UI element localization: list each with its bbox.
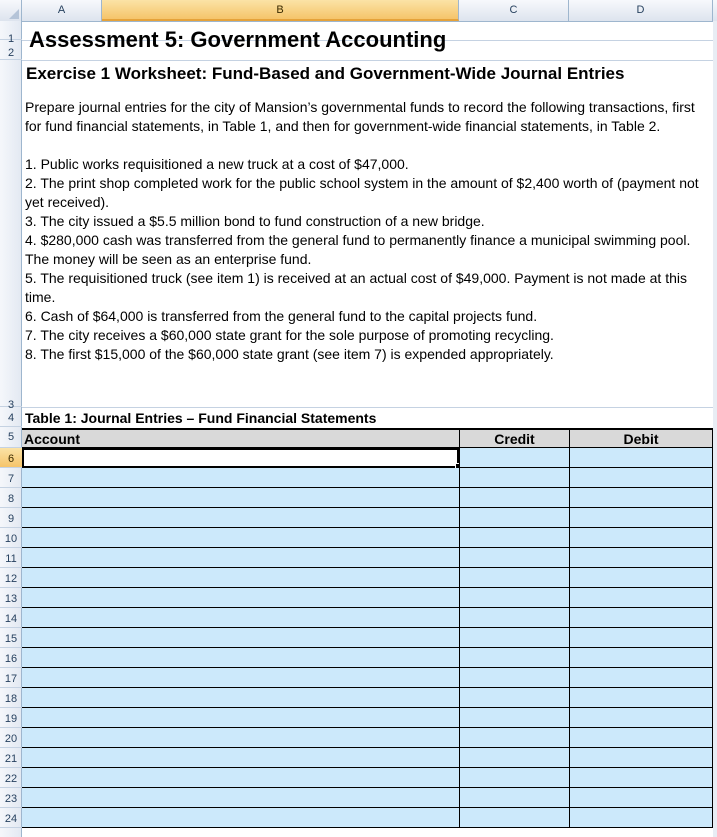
row-header-1[interactable]: 1 bbox=[0, 21, 22, 40]
credit-header[interactable]: Credit bbox=[459, 430, 569, 448]
credit-cell[interactable] bbox=[459, 808, 569, 828]
account-cell[interactable] bbox=[22, 608, 459, 628]
credit-cell[interactable] bbox=[459, 528, 569, 548]
debit-cell[interactable] bbox=[569, 628, 713, 648]
select-all-triangle-icon bbox=[9, 9, 19, 19]
credit-cell[interactable] bbox=[459, 508, 569, 528]
table-row bbox=[22, 688, 713, 708]
row-header-16[interactable]: 16 bbox=[0, 648, 22, 668]
account-cell[interactable] bbox=[22, 628, 459, 648]
active-cell[interactable] bbox=[22, 448, 459, 468]
debit-cell[interactable] bbox=[569, 808, 713, 828]
account-cell[interactable] bbox=[22, 808, 459, 828]
row-header-12[interactable]: 12 bbox=[0, 568, 22, 588]
debit-cell[interactable] bbox=[569, 708, 713, 728]
table-row bbox=[22, 808, 713, 828]
select-all-corner[interactable] bbox=[0, 0, 22, 21]
debit-cell[interactable] bbox=[569, 508, 713, 528]
debit-cell[interactable] bbox=[569, 748, 713, 768]
row-divider bbox=[22, 407, 717, 408]
column-header-b[interactable]: B bbox=[102, 0, 459, 21]
row-divider bbox=[22, 60, 717, 61]
table-row bbox=[22, 488, 713, 508]
transaction-item-7: 7. The city receives a $60,000 state grant for the sole purpose of promoting recycling. bbox=[25, 327, 554, 343]
row-header-2[interactable]: 2 bbox=[0, 40, 22, 60]
row-header-9[interactable]: 9 bbox=[0, 508, 22, 528]
credit-cell[interactable] bbox=[459, 448, 569, 468]
debit-cell[interactable] bbox=[569, 788, 713, 808]
debit-cell[interactable] bbox=[569, 528, 713, 548]
debit-cell[interactable] bbox=[569, 468, 713, 488]
account-cell[interactable] bbox=[22, 728, 459, 748]
account-cell[interactable] bbox=[22, 508, 459, 528]
column-header-c[interactable]: C bbox=[459, 0, 569, 21]
row-header-6[interactable]: 6 bbox=[0, 448, 22, 468]
table1-header-row bbox=[22, 428, 713, 448]
worksheet-title: Assessment 5: Government Accounting bbox=[29, 27, 447, 52]
credit-cell[interactable] bbox=[459, 588, 569, 608]
table-row bbox=[22, 448, 713, 468]
account-cell[interactable] bbox=[22, 768, 459, 788]
account-cell[interactable] bbox=[22, 708, 459, 728]
debit-cell[interactable] bbox=[569, 648, 713, 668]
column-header-a[interactable]: A bbox=[22, 0, 102, 21]
account-cell[interactable] bbox=[22, 668, 459, 688]
worksheet-subtitle: Exercise 1 Worksheet: Fund-Based and Government-Wide Journal Entries bbox=[26, 64, 625, 83]
row-header-18[interactable]: 18 bbox=[0, 688, 22, 708]
table-row bbox=[22, 788, 713, 808]
credit-cell[interactable] bbox=[459, 488, 569, 508]
transaction-item-8: 8. The first $15,000 of the $60,000 state grant (see item 7) is expended appropriately. bbox=[25, 346, 554, 362]
credit-cell[interactable] bbox=[459, 568, 569, 588]
row-header-23[interactable]: 23 bbox=[0, 788, 22, 808]
credit-cell[interactable] bbox=[459, 688, 569, 708]
row-header-bar bbox=[0, 21, 22, 837]
debit-cell[interactable] bbox=[569, 728, 713, 748]
account-cell[interactable] bbox=[22, 688, 459, 708]
account-cell[interactable] bbox=[22, 648, 459, 668]
credit-cell[interactable] bbox=[459, 648, 569, 668]
credit-cell[interactable] bbox=[459, 748, 569, 768]
debit-cell[interactable] bbox=[569, 488, 713, 508]
row-header-4[interactable]: 4 bbox=[0, 407, 22, 427]
credit-cell[interactable] bbox=[459, 668, 569, 688]
table-row bbox=[22, 568, 713, 588]
transaction-item-4: 4. $280,000 cash was transferred from the general fund to permanently finance a municipal swimming pool. The money will be seen as an enterprise fund. bbox=[25, 232, 691, 267]
debit-cell[interactable] bbox=[569, 548, 713, 568]
credit-cell[interactable] bbox=[459, 708, 569, 728]
transaction-item-2: 2. The print shop completed work for the public school system in the amount of $2,400 worth of (payment not yet received). bbox=[25, 175, 699, 210]
table-row bbox=[22, 768, 713, 788]
table1-title: Table 1: Journal Entries – Fund Financial Statements bbox=[25, 410, 377, 426]
debit-cell[interactable] bbox=[569, 608, 713, 628]
account-header[interactable]: Account bbox=[24, 431, 80, 447]
credit-cell[interactable] bbox=[459, 548, 569, 568]
instructions-intro: Prepare journal entries for the city of Mansion’s governmental funds to record the following transactions, first for fund financial statements, in Table 1, and then for government-wide financial statements, in Table 2. bbox=[25, 99, 695, 134]
account-cell[interactable] bbox=[22, 488, 459, 508]
credit-cell[interactable] bbox=[459, 788, 569, 808]
debit-header[interactable]: Debit bbox=[569, 430, 713, 448]
table-row bbox=[22, 708, 713, 728]
debit-cell[interactable] bbox=[569, 688, 713, 708]
credit-cell[interactable] bbox=[459, 628, 569, 648]
cell-grid bbox=[22, 21, 717, 837]
table-row bbox=[22, 668, 713, 688]
credit-cell[interactable] bbox=[459, 768, 569, 788]
debit-cell[interactable] bbox=[569, 448, 713, 468]
column-header-d[interactable]: D bbox=[569, 0, 713, 21]
instructions-cell[interactable] bbox=[25, 98, 710, 364]
debit-cell[interactable] bbox=[569, 568, 713, 588]
row-header-17[interactable]: 17 bbox=[0, 668, 22, 688]
table-row bbox=[22, 628, 713, 648]
credit-cell[interactable] bbox=[459, 468, 569, 488]
row-header-15[interactable]: 15 bbox=[0, 628, 22, 648]
table-row bbox=[22, 648, 713, 668]
row-header-13[interactable]: 13 bbox=[0, 588, 22, 608]
account-cell[interactable] bbox=[22, 548, 459, 568]
account-cell[interactable] bbox=[22, 528, 459, 548]
row-header-8[interactable]: 8 bbox=[0, 488, 22, 508]
table-row bbox=[22, 608, 713, 628]
column-header-bar bbox=[0, 0, 717, 22]
debit-cell[interactable] bbox=[569, 588, 713, 608]
account-cell[interactable] bbox=[22, 748, 459, 768]
row-header-10[interactable]: 10 bbox=[0, 528, 22, 548]
row-header-5[interactable]: 5 bbox=[0, 427, 22, 448]
row-header-20[interactable]: 20 bbox=[0, 728, 22, 748]
table-row bbox=[22, 508, 713, 528]
row-header-24[interactable]: 24 bbox=[0, 808, 22, 828]
row-header-21[interactable]: 21 bbox=[0, 748, 22, 768]
transaction-item-3: 3. The city issued a $5.5 million bond to fund construction of a new bridge. bbox=[25, 213, 485, 229]
transaction-item-1: 1. Public works requisitioned a new truck at a cost of $47,000. bbox=[25, 156, 409, 172]
table-row bbox=[22, 728, 713, 748]
transaction-item-5: 5. The requisitioned truck (see item 1) is received at an actual cost of $49,000. Payment is not made at this time. bbox=[25, 270, 687, 305]
table-row bbox=[22, 588, 713, 608]
credit-cell[interactable] bbox=[459, 608, 569, 628]
table-row bbox=[22, 528, 713, 548]
row-header-7[interactable]: 7 bbox=[0, 468, 22, 488]
debit-cell[interactable] bbox=[569, 768, 713, 788]
account-cell[interactable] bbox=[22, 568, 459, 588]
account-cell[interactable] bbox=[22, 588, 459, 608]
table-row bbox=[22, 548, 713, 568]
row-header-3[interactable]: 3 bbox=[0, 60, 22, 407]
account-cell[interactable] bbox=[22, 468, 459, 488]
row-header-22[interactable]: 22 bbox=[0, 768, 22, 788]
account-cell[interactable] bbox=[22, 788, 459, 808]
credit-cell[interactable] bbox=[459, 728, 569, 748]
debit-cell[interactable] bbox=[569, 668, 713, 688]
row-header-14[interactable]: 14 bbox=[0, 608, 22, 628]
transaction-item-6: 6. Cash of $64,000 is transferred from the general fund to the capital projects fund. bbox=[25, 308, 538, 324]
row-header-19[interactable]: 19 bbox=[0, 708, 22, 728]
row-header-11[interactable]: 11 bbox=[0, 548, 22, 568]
table-row bbox=[22, 748, 713, 768]
table-row bbox=[22, 468, 713, 488]
right-scroll-edge bbox=[713, 21, 717, 837]
